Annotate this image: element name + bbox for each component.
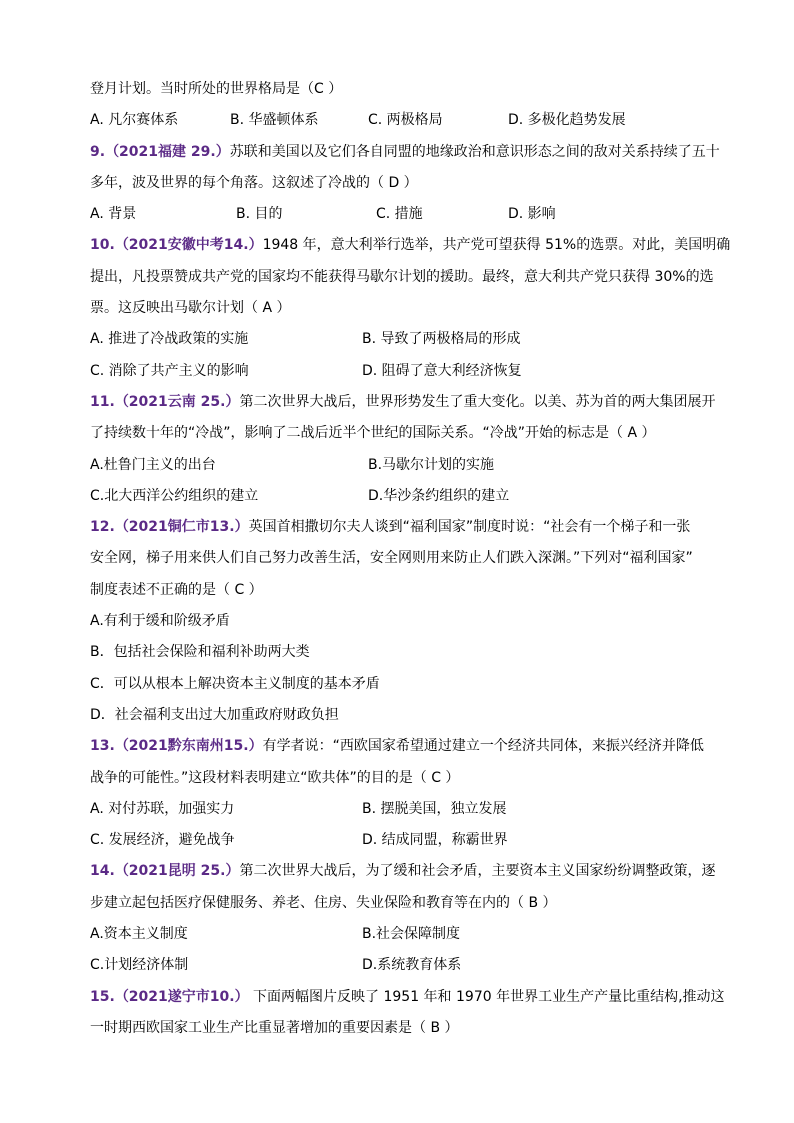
q12-option-a: A.有利于缓和阶级矛盾	[90, 613, 230, 630]
q11-option-d: D.华沙条约组织的建立	[368, 487, 510, 504]
q13-option-b: B. 摆脱美国，独立发展	[362, 800, 507, 817]
q9-line-1: 苏联和美国以及它们各自同盟的地缘政治和意识形态之间的敌对关系持续了五十	[229, 143, 720, 160]
q8-option-c: C. 两极格局	[368, 112, 443, 129]
q11-line-2: 了持续数十年的“冷战”，影响了二战后近半个世纪的国际关系。“冷战”开始的标志是（ A ）	[90, 425, 656, 442]
q15-line-2: 一时期西欧国家工业生产比重显著增加的重要因素是（ B ）	[90, 1019, 459, 1036]
question-13-stem-cont	[90, 767, 710, 798]
question-11-options-row-2	[90, 485, 710, 516]
question-14-stem-cont	[90, 892, 710, 923]
q8-option-a: A. 凡尔赛体系	[90, 112, 179, 129]
q9-option-a: A. 背景	[90, 206, 137, 223]
q13-line-2: 战争的可能性。”这段材料表明建立“欧共体”的目的是（ C ）	[90, 769, 460, 786]
q9-option-b: B. 目的	[236, 206, 283, 223]
question-8-stem	[90, 78, 710, 109]
question-8-options	[90, 109, 710, 140]
q13-source: （2021黔东南州15.）	[114, 738, 263, 755]
q12-option-c: C．可以从根本上解决资本主义制度的基本矛盾	[90, 675, 380, 692]
q10-option-d: D. 阻碍了意大利经济恢复	[362, 362, 522, 379]
q10-source: （2021安徽中考14.）	[114, 237, 263, 254]
q14-option-d: D.系统教育体系	[362, 957, 462, 974]
q10-line-1: 1948 年，意大利举行选举，共产党可望获得 51%的选票。对此，美国明确	[262, 237, 731, 254]
question-9-stem	[90, 141, 720, 172]
question-11-stem-cont	[90, 422, 710, 453]
question-15-stem	[90, 986, 725, 1017]
question-10-stem-cont	[90, 266, 714, 297]
q13-option-a: A. 对付苏联，加强实力	[90, 800, 235, 817]
q13-option-c: C. 发展经济，避免战争	[90, 832, 235, 849]
q10-option-b: B. 导致了两极格局的形成	[362, 331, 521, 348]
q9-source: （2021福建 29.）	[105, 143, 230, 160]
q14-number: 14.	[90, 863, 115, 880]
question-10-stem-cont-2	[90, 297, 710, 328]
question-12-stem-cont-2	[90, 579, 710, 610]
question-13-options-row-2	[90, 829, 710, 860]
q11-line-1: 第二次世界大战后，世界形势发生了重大变化。以美、苏为首的两大集团展开	[239, 393, 716, 410]
question-11-options-row-1	[90, 454, 710, 485]
q11-number: 11.	[90, 393, 115, 410]
question-12-stem	[90, 516, 710, 547]
q13-option-d: D. 结成同盟，称霸世界	[362, 832, 508, 849]
q11-option-a: A.杜鲁门主义的出台	[90, 456, 216, 473]
question-12-option-b-row	[90, 641, 710, 672]
q10-number: 10.	[90, 237, 115, 254]
q13-number: 13.	[90, 738, 115, 755]
q12-line-2: 安全网，梯子用来供人们自己努力改善生活，安全网则用来防止人们跌入深渊。”下列对“福利国家”	[90, 550, 693, 567]
question-14-options-row-2	[90, 954, 710, 985]
q11-source: （2021云南 25.）	[114, 393, 240, 410]
q8-option-b: B. 华盛顿体系	[230, 112, 319, 129]
question-12-stem-cont	[90, 547, 710, 578]
question-14-options-row-1	[90, 923, 710, 954]
q12-line-1: 英国首相撒切尔夫人谈到“福利国家”制度时说：“社会有一个梯子和一张	[248, 519, 691, 536]
question-12-option-c-row	[90, 673, 710, 704]
question-10-stem	[90, 234, 731, 265]
q9-line-2: 多年，波及世界的每个角落。这叙述了冷战的（ D ）	[90, 174, 418, 191]
q14-source: （2021昆明 25.）	[114, 863, 240, 880]
q8-option-d: D. 多极化趋势发展	[508, 112, 626, 129]
question-13-options-row-1	[90, 798, 710, 829]
q12-source: （2021铜仁市13.）	[114, 519, 249, 536]
q12-number: 12.	[90, 519, 115, 536]
question-13-stem	[90, 735, 710, 766]
q11-option-c: C.北大西洋公约组织的建立	[90, 487, 259, 504]
q14-option-c: C.计划经济体制	[90, 957, 189, 974]
q10-option-c: C. 消除了共产主义的影响	[90, 362, 249, 379]
q15-number: 15.	[90, 988, 115, 1005]
q9-number: 9.	[90, 143, 106, 160]
q9-option-d: D. 影响	[508, 206, 556, 223]
q10-option-a: A. 推进了冷战政策的实施	[90, 331, 249, 348]
q15-source: （2021遂宁市10.）	[114, 988, 249, 1005]
document-page	[90, 78, 731, 1048]
q13-line-1: 有学者说：“西欧国家希望通过建立一个经济共同体，来振兴经济并降低	[262, 738, 704, 755]
q15-line-1: 下面两幅图片反映了 1951 年和 1970 年世界工业生产产量比重结构,推动这	[248, 988, 725, 1005]
question-11-stem	[90, 391, 716, 422]
question-14-stem	[90, 860, 716, 891]
q12-option-d: D．社会福利支出过大加重政府财政负担	[90, 706, 339, 723]
question-10-options-row-2	[90, 360, 710, 391]
q11-option-b: B.马歇尔计划的实施	[368, 456, 495, 473]
question-9-stem-cont	[90, 172, 710, 203]
q14-option-a: A.资本主义制度	[90, 926, 188, 943]
question-10-options-row-1	[90, 328, 710, 359]
question-9-options	[90, 203, 710, 234]
q12-option-b: B．包括社会保险和福利补助两大类	[90, 644, 310, 661]
q14-line-2: 步建立起包括医疗保健服务、养老、住房、失业保险和教育等在内的（ B ）	[90, 894, 557, 911]
q9-option-c: C. 措施	[376, 206, 423, 223]
q10-line-2: 提出，凡投票赞成共产党的国家均不能获得马歇尔计划的援助。最终，意大利共产党只获得 30%的选	[90, 268, 714, 285]
q14-option-b: B.社会保障制度	[362, 926, 461, 943]
question-12-option-a-row	[90, 610, 710, 641]
q14-line-1: 第二次世界大战后，为了缓和社会矛盾，主要资本主义国家纷纷调整政策，逐	[239, 863, 716, 880]
question-12-option-d-row	[90, 704, 710, 735]
q8-text: 登月计划。当时所处的世界格局是（C ）	[90, 81, 343, 97]
q12-line-3: 制度表述不正确的是（ C ）	[90, 581, 263, 598]
q10-line-3: 票。这反映出马歇尔计划（ A ）	[90, 300, 291, 317]
question-15-stem-cont	[90, 1017, 710, 1048]
